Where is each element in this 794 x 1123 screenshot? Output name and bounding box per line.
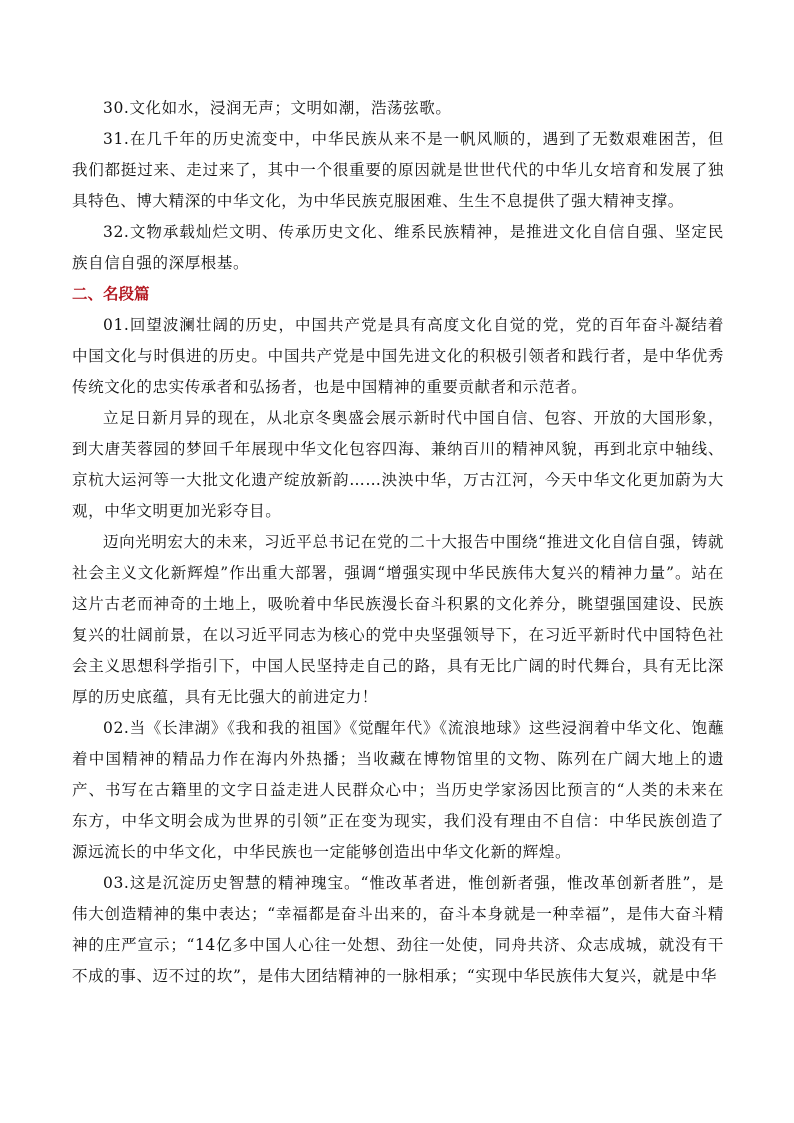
quote-item-32: 32.文物承载灿烂文明、传承历史文化、维系民族精神，是推进文化自信自强、坚定民族自信自强的深厚根基。 <box>72 223 724 272</box>
paragraph-01: 01.回望波澜壮阔的历史，中国共产党是具有高度文化自觉的党，党的百年奋斗凝结着中国文化与时俱进的历史。中国共产党是中国先进文化的积极引领者和践行者，是中华优秀传统文化的忠实传承者和弘扬者，也是中国精神的重要贡献者和示范者。 <box>72 316 724 396</box>
section-heading: 二、名段篇 <box>72 285 150 303</box>
paragraph-02: 02.当《长津湖》《我和我的祖国》《觉醒年代》《流浪地球》这些浸润着中华文化、饱蘸着中国精神的精品力作在海内外热播；当收藏在博物馆里的文物、陈列在广阔大地上的遗产、书写在古籍里的文字日益走进人民群众心中；当历史学家汤因比预言的“人类的未来在东方，中华文明会成为世界的引领”正在变为现实，我们没有理由不自信：中华民族创造了源远流长的中华文化，中华民族也一定能够创造出中华文化新的辉煌。 <box>72 719 724 861</box>
document-page <box>72 93 724 992</box>
paragraph-01-present: 立足日新月异的现在，从北京冬奥盛会展示新时代中国自信、包容、开放的大国形象，到大唐芙蓉园的梦回千年展现中华文化包容四海、兼纳百川的精神风貌，再到北京中轴线、京杭大运河等一大批文化遗产绽放新韵……泱泱中华，万古江河，今天中华文化更加蔚为大观，中华文明更加光彩夺目。 <box>72 409 724 520</box>
paragraph-03: 03.这是沉淀历史智慧的精神瑰宝。“惟改革者进，惟创新者强，惟改革创新者胜”，是伟大创造精神的集中表达；“幸福都是奋斗出来的，奋斗本身就是一种幸福”，是伟大奋斗精神的庄严宣示；“14亿多中国人心往一处想、劲往一处使，同舟共济、众志成城，就没有干不成的事、迈不过的坎”，是伟大团结精神的一脉相承；“实现中华民族伟大复兴，就是中华 <box>72 874 724 985</box>
quote-item-30: 30.文化如水，浸润无声；文明如潮，浩荡弦歌。 <box>103 99 452 117</box>
quote-item-31: 31.在几千年的历史流变中，中华民族从来不是一帆风顺的，遇到了无数艰难困苦，但我们都挺过来、走过来了，其中一个很重要的原因就是世世代代的中华儿女培育和发展了独具特色、博大精深的中华文化，为中华民族克服困难、生生不息提供了强大精神支撑。 <box>72 130 724 210</box>
paragraph-01-future: 迈向光明宏大的未来，习近平总书记在党的二十大报告中围绕“推进文化自信自强，铸就社会主义文化新辉煌”作出重大部署，强调“增强实现中华民族伟大复兴的精神力量”。站在这片古老而神奇的土地上，吸吮着中华民族漫长奋斗积累的文化养分，眺望强国建设、民族复兴的壮阔前景，在以习近平同志为核心的党中央坚强领导下，在习近平新时代中国特色社会主义思想科学指引下，中国人民坚持走自己的路，具有无比广阔的时代舞台，具有无比深厚的历史底蕴，具有无比强大的前进定力！ <box>72 533 724 706</box>
